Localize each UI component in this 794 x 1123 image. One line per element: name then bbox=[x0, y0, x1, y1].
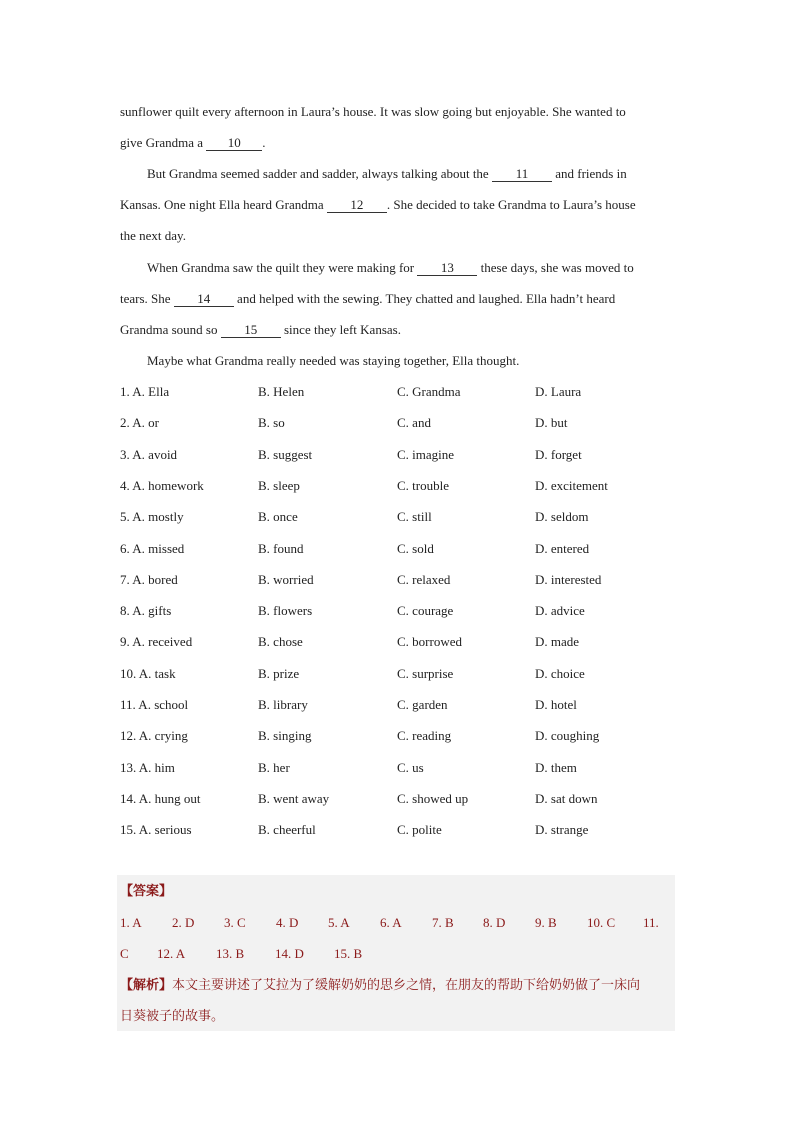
passage-line: sunflower quilt every afternoon in Laura’s house. It was slow going but enjoyable. She wanted to bbox=[120, 104, 626, 119]
passage-line: Grandma sound so 15 since they left Kansas. bbox=[120, 322, 401, 337]
question-option-b: B. so bbox=[258, 415, 285, 431]
answer-item: 11. bbox=[643, 915, 659, 930]
blank-11: 11 bbox=[492, 167, 552, 182]
answer-item: 10. C bbox=[587, 915, 616, 930]
question-option-d: D. made bbox=[535, 634, 580, 650]
analysis-label: 【解析】 bbox=[120, 978, 173, 993]
blank-13: 13 bbox=[417, 261, 477, 276]
question-option-d: D. forget bbox=[535, 446, 582, 462]
question-option-a: 14. A. hung out bbox=[120, 790, 201, 806]
passage-line: Maybe what Grandma really needed was staying together, Ella thought. bbox=[147, 353, 520, 368]
question-option-b: B. cheerful bbox=[258, 822, 316, 838]
question-option-b: B. chose bbox=[258, 634, 303, 650]
blank-14: 14 bbox=[174, 292, 234, 307]
question-option-b: B. sleep bbox=[258, 477, 300, 493]
answer-item: 1. A bbox=[120, 915, 142, 930]
question-option-d: D. strange bbox=[535, 822, 589, 838]
question-option-a: 3. A. avoid bbox=[120, 446, 178, 462]
passage-line: But Grandma seemed sadder and sadder, always talking about the 11 and friends in bbox=[147, 166, 627, 181]
question-option-b: B. Helen bbox=[258, 384, 305, 399]
question-option-d: D. but bbox=[535, 415, 568, 431]
question-option-a: 6. A. missed bbox=[120, 540, 185, 556]
blank-15: 15 bbox=[221, 323, 281, 338]
question-option-c: C. reading bbox=[397, 728, 452, 744]
question-option-a: 13. A. him bbox=[120, 759, 175, 775]
question-option-c: C. still bbox=[397, 509, 432, 525]
question-option-a: 1. A. Ella bbox=[120, 384, 170, 399]
answer-item: 9. B bbox=[535, 915, 557, 930]
analysis-text: 本文主要讲述了艾拉为了缓解奶奶的思乡之情，在朋友的帮助下给奶奶做了一床向 bbox=[172, 978, 641, 993]
answer-item: 15. B bbox=[334, 946, 363, 961]
answer-item: 6. A bbox=[380, 915, 402, 930]
passage-line: When Grandma saw the quilt they were making for 13 these days, she was moved to bbox=[147, 260, 634, 275]
question-option-c: C. polite bbox=[397, 822, 442, 838]
answer-label: 【答案】 bbox=[120, 884, 173, 899]
question-option-a: 2. A. or bbox=[120, 415, 159, 431]
question-option-b: B. flowers bbox=[258, 603, 313, 619]
question-option-c: C. borrowed bbox=[397, 634, 462, 650]
answer-item: 12. A bbox=[157, 946, 186, 961]
blank-12: 12 bbox=[327, 198, 387, 213]
question-option-d: D. hotel bbox=[535, 697, 577, 712]
question-option-a: 12. A. crying bbox=[120, 728, 188, 744]
answer-item: 4. D bbox=[276, 915, 299, 930]
question-option-d: D. seldom bbox=[535, 509, 589, 525]
question-option-c: C. surprise bbox=[397, 665, 454, 681]
question-option-d: D. choice bbox=[535, 665, 585, 681]
analysis-line bbox=[120, 975, 640, 996]
answer-item: 8. D bbox=[483, 915, 506, 930]
question-option-a: 10. A. task bbox=[120, 665, 176, 681]
question-option-b: B. suggest bbox=[258, 446, 313, 462]
question-option-b: B. once bbox=[258, 509, 298, 525]
answer-item: 5. A bbox=[328, 915, 350, 930]
answer-item: 2. D bbox=[172, 915, 195, 930]
question-option-d: D. advice bbox=[535, 603, 585, 619]
question-option-a: 8. A. gifts bbox=[120, 603, 172, 619]
question-option-c: C. garden bbox=[397, 697, 448, 712]
answer-item: 14. D bbox=[275, 946, 304, 961]
question-option-a: 11. A. school bbox=[120, 697, 189, 712]
question-option-b: B. library bbox=[258, 697, 308, 712]
answer-item: 3. C bbox=[224, 915, 246, 930]
question-option-b: B. prize bbox=[258, 665, 300, 681]
question-option-d: D. entered bbox=[535, 540, 590, 556]
question-option-a: 9. A. received bbox=[120, 634, 193, 650]
question-option-c: C. relaxed bbox=[397, 571, 451, 587]
question-option-a: 15. A. serious bbox=[120, 822, 192, 838]
question-option-c: C. trouble bbox=[397, 477, 449, 493]
question-option-d: D. coughing bbox=[535, 728, 600, 744]
question-option-d: D. them bbox=[535, 759, 577, 775]
question-option-d: D. sat down bbox=[535, 790, 598, 806]
blank-10: 10 bbox=[206, 136, 262, 151]
question-option-c: C. and bbox=[397, 415, 431, 431]
passage-line: give Grandma a 10 . bbox=[120, 135, 266, 150]
passage-line: Kansas. One night Ella heard Grandma 12 . She decided to take Grandma to Laura’s house bbox=[120, 197, 636, 212]
question-option-c: C. courage bbox=[397, 603, 454, 619]
question-option-c: C. sold bbox=[397, 540, 434, 556]
question-option-d: D. interested bbox=[535, 571, 602, 587]
answer-item: 7. B bbox=[432, 915, 454, 930]
question-option-c: C. us bbox=[397, 759, 424, 775]
passage-line: the next day. bbox=[120, 228, 186, 243]
question-option-d: D. excitement bbox=[535, 477, 608, 493]
answer-item: C bbox=[120, 946, 129, 961]
question-option-c: C. showed up bbox=[397, 790, 469, 806]
question-option-c: C. imagine bbox=[397, 446, 455, 462]
question-option-a: 4. A. homework bbox=[120, 477, 204, 493]
question-option-d: D. Laura bbox=[535, 384, 582, 399]
question-option-a: 5. A. mostly bbox=[120, 509, 184, 525]
question-option-a: 7. A. bored bbox=[120, 571, 178, 587]
analysis-line: 日葵被子的故事。 bbox=[120, 1009, 225, 1024]
question-option-b: B. her bbox=[258, 759, 290, 775]
question-option-c: C. Grandma bbox=[397, 384, 461, 399]
question-option-b: B. singing bbox=[258, 728, 312, 744]
question-option-b: B. worried bbox=[258, 571, 314, 587]
question-option-b: B. went away bbox=[258, 790, 330, 806]
question-option-b: B. found bbox=[258, 540, 304, 556]
passage-line: tears. She 14 and helped with the sewing. They chatted and laughed. Ella hadn’t heard bbox=[120, 291, 616, 306]
answer-item: 13. B bbox=[216, 946, 245, 961]
